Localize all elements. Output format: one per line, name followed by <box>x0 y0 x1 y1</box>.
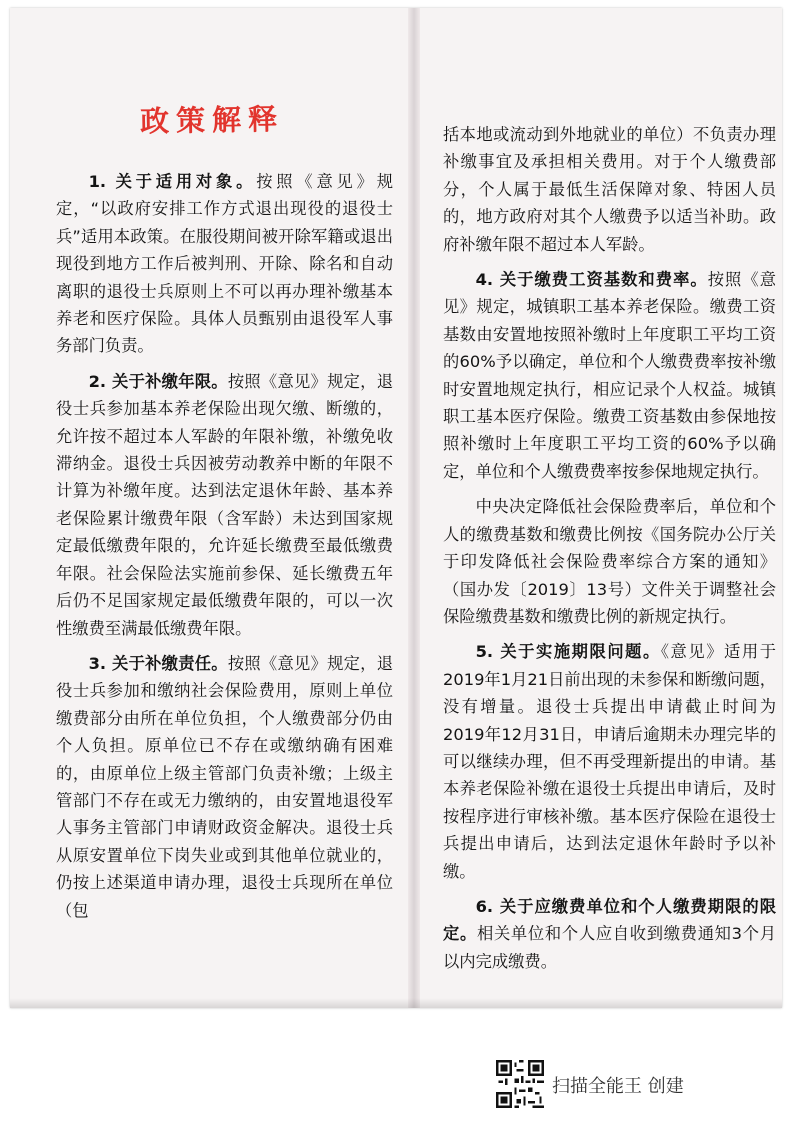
section-text: 按照《意见》规定，退役士兵参加和缴纳社会保险费用，原则上单位缴费部分由所在单位负担，个人缴费部分仍由个人负担。原单位已不存在或缴纳确有困难的，由原单位上级主管部门负责补缴；上级主管部门不存在或无力缴纳的，由安置地退役军人事务主管部门申请财政资金解决。退役士兵从原安置单位下岗失业或到其他单位就业的，仍按上述渠道申请办理，退役士兵现所在单位（包 <box>56 653 393 920</box>
section-heading: 4. 关于缴费工资基数和费率。 <box>475 270 708 290</box>
section-heading: 1. 关于适用对象。 <box>88 172 257 191</box>
section-4-note <box>443 493 776 630</box>
right-column <box>443 121 776 983</box>
page-title: 政策解释 <box>139 101 285 139</box>
page-fold <box>408 8 420 1008</box>
section-6 <box>443 893 776 975</box>
section-text: 相关单位和个人应自收到缴费通知3个月以内完成缴费。 <box>443 924 776 971</box>
section-3 <box>56 650 393 924</box>
section-1 <box>56 168 393 360</box>
section-text: 中央决定降低社会保险费率后，单位和个人的缴费基数和缴费比例按《国务院办公厅关于印发降低社会保险费率综合方案的通知》（国办发〔2019〕13号）文件关于调整社会保险缴费基数和缴费比例的新规定执行。 <box>443 497 776 626</box>
section-text: 按照《意见》规定，退役士兵参加基本养老保险出现欠缴、断缴的，允许按不超过本人军龄的年限补缴，补缴免收滞纳金。退役士兵因被劳动教养中断的年限不计算为补缴年度。达到法定退休年龄、基本养老保险累计缴费年限（含军龄）未达到国家规定最低缴费年限的，允许延长缴费至最低缴费年限。社会保险法实施前参保、延长缴费五年后仍不足国家规定最低缴费年限的，可以一次性缴费至满最低缴费年限。 <box>56 371 393 638</box>
scanned-page <box>10 8 782 1008</box>
page-bottom-shadow <box>10 998 782 1008</box>
qr-code-icon <box>496 1060 544 1108</box>
section-3-continuation: 括本地或流动到外地就业的单位）不负责办理补缴事宜及承担相关费用。对于个人缴费部分，个人属于最低生活保障对象、特困人员的，地方政府对其个人缴费予以适当补助。政府补缴年限不超过本人军龄。 <box>443 125 776 254</box>
section-heading: 5. 关于实施期限问题。 <box>475 642 661 662</box>
section-4 <box>443 266 776 485</box>
section-heading: 2. 关于补缴年限。 <box>88 371 228 391</box>
section-text: 按照《意见》规定，城镇职工基本养老保险。缴费工资基数由安置地按照补缴时上年度职工平均工资的60%予以确定，单位和个人缴费费率按补缴时安置地规定执行，相应记录个人权益。城镇职工基本医疗保险。缴费工资基数由参保地按照补缴时上年度职工平均工资的60%予以确定，单位和个人缴费费率按参保地规定执行。 <box>443 270 776 481</box>
section-text: 《意见》适用于2019年1月21日前出现的未参保和断缴问题，没有增量。退役士兵提出申请截止时间为2019年12月31日，申请后逾期未办理完毕的可以继续办理，但不再受理新提出的申请。基本养老保险补缴在退役士兵提出申请后，及时按程序进行审核补缴。基本医疗保险在退役士兵提出申请后，达到法定退休年龄时予以补缴。 <box>443 642 777 881</box>
section-text: 按照《意见》规定，“以政府安排工作方式退出现役的退役士兵”适用本政策。在服役期间被开除军籍或退出现役到地方工作后被判刑、开除、除名和自动离职的退役士兵原则上不可以再办理补缴基本养老和医疗保险。具体人员甄别由退役军人事务部门负责。 <box>56 172 393 356</box>
scanner-label: 扫描全能王 创建 <box>552 1076 684 1097</box>
left-column <box>56 168 393 932</box>
section-2 <box>56 368 393 642</box>
scanner-footer <box>496 1060 776 1120</box>
section-heading: 3. 关于补缴责任。 <box>88 653 228 673</box>
section-heading: 6. 关于应缴费单位和个人缴费期限的限定。 <box>443 896 776 944</box>
section-5 <box>443 638 776 885</box>
